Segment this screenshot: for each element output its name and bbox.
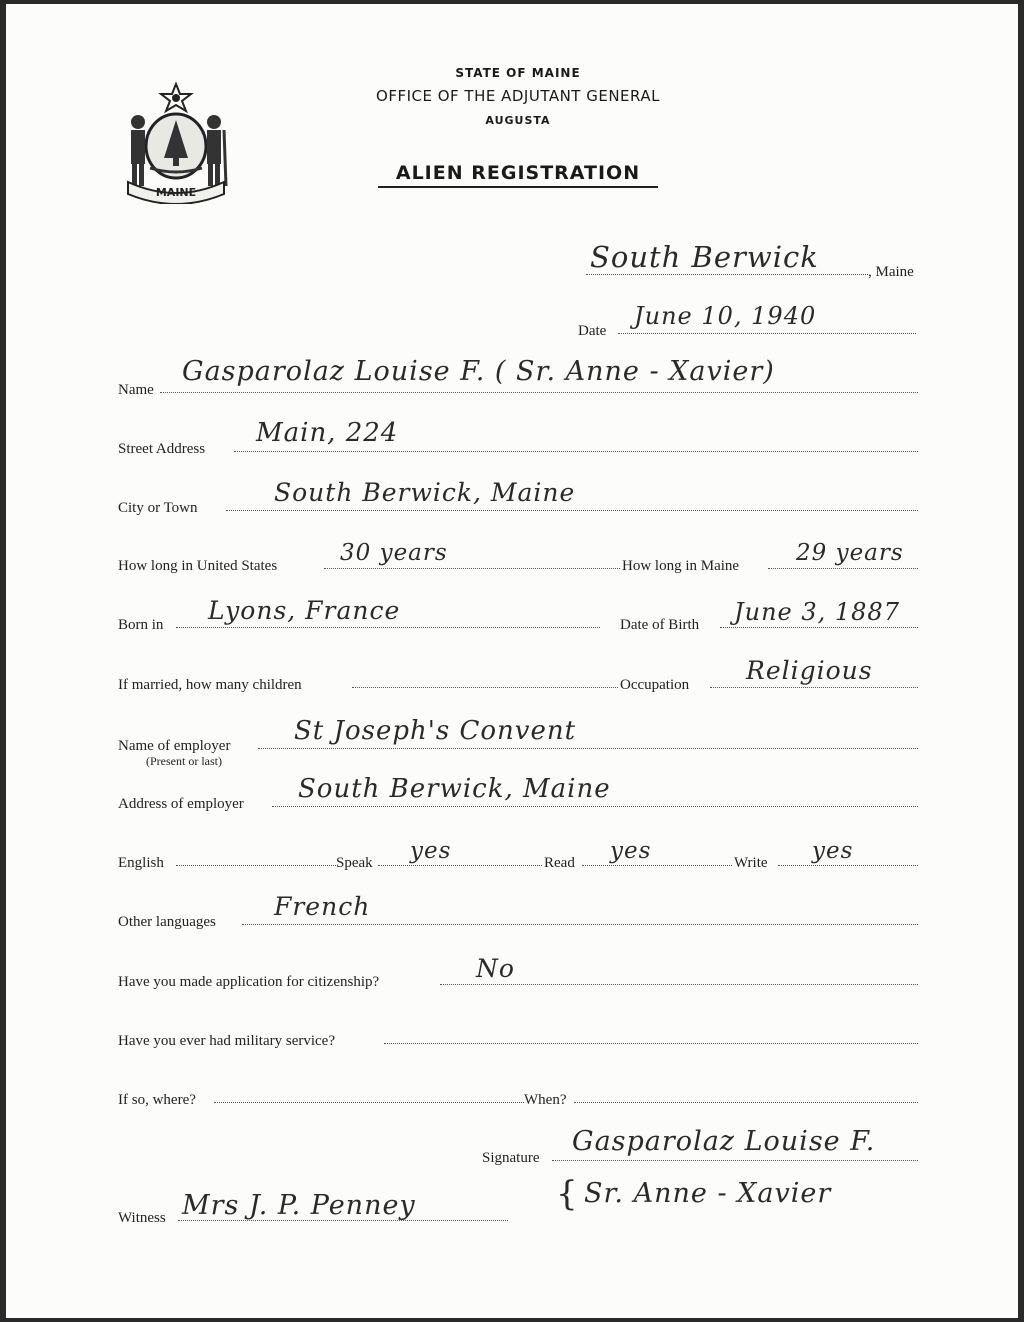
- citizenship-value: No: [476, 954, 515, 983]
- occupation-value: Religious: [746, 656, 873, 685]
- date-label: Date: [578, 323, 607, 339]
- seal-banner-text: MAINE: [155, 186, 197, 199]
- born-line: [176, 625, 600, 628]
- dob-value: June 3, 1887: [734, 598, 900, 626]
- english-label: English: [118, 855, 164, 871]
- occupation-line: [710, 685, 918, 688]
- when-label: When?: [524, 1092, 567, 1108]
- occupation-label: Occupation: [620, 677, 690, 693]
- employer-label: Name of employer: [118, 738, 231, 754]
- dob-label: Date of Birth: [620, 617, 700, 633]
- long-us-label: How long in United States: [118, 558, 278, 574]
- english-line: [176, 863, 336, 866]
- header-state: STATE OF MAINE: [455, 66, 581, 80]
- read-label: Read: [544, 855, 575, 871]
- name-value: Gasparolaz Louise F. ( Sr. Anne - Xavier): [182, 356, 775, 387]
- read-line: [582, 863, 732, 866]
- street-line: [234, 449, 918, 452]
- speak-label: Speak: [336, 855, 373, 871]
- employer-line: [258, 746, 918, 749]
- signature-label: Signature: [482, 1150, 540, 1166]
- name-label: Name: [118, 382, 154, 398]
- street-label: Street Address: [118, 441, 206, 457]
- when-line: [574, 1100, 918, 1103]
- employer-sublabel: (Present or last): [146, 754, 222, 768]
- header-office: OFFICE OF THE ADJUTANT GENERAL: [376, 87, 660, 105]
- other-lang-label: Other languages: [118, 914, 216, 930]
- state-seal-icon: [120, 80, 232, 204]
- born-value: Lyons, France: [208, 596, 401, 625]
- speak-value: yes: [410, 838, 452, 864]
- witness-value: Mrs J. P. Penney: [182, 1190, 416, 1221]
- other-lang-line: [242, 922, 918, 925]
- signature-value-2: Sr. Anne - Xavier: [584, 1178, 832, 1209]
- signature-line: [552, 1158, 918, 1161]
- write-value: yes: [812, 838, 854, 864]
- town-value: South Berwick: [590, 240, 819, 274]
- where-line: [214, 1100, 524, 1103]
- where-label: If so, where?: [118, 1092, 196, 1108]
- long-maine-value: 29 years: [796, 540, 904, 566]
- employer-addr-value: South Berwick, Maine: [298, 774, 611, 804]
- witness-label: Witness: [118, 1210, 166, 1226]
- long-us-value: 30 years: [340, 540, 448, 566]
- form-title: ALIEN REGISTRATION: [378, 162, 658, 188]
- employer-value: St Joseph's Convent: [294, 716, 577, 746]
- city-value: South Berwick, Maine: [274, 478, 576, 507]
- date-line: [618, 331, 916, 334]
- military-label: Have you ever had military service?: [118, 1033, 335, 1049]
- name-line: [160, 390, 918, 393]
- registration-form: [6, 4, 1018, 1318]
- other-lang-value: French: [274, 892, 371, 921]
- military-line: [384, 1041, 918, 1044]
- born-label: Born in: [118, 617, 164, 633]
- state-label: , Maine: [868, 264, 914, 280]
- date-value: June 10, 1940: [634, 302, 817, 330]
- street-value: Main, 224: [256, 418, 399, 448]
- signature-value-1: Gasparolaz Louise F.: [572, 1126, 876, 1157]
- long-maine-line: [768, 566, 918, 569]
- city-line: [226, 508, 918, 511]
- speak-line: [378, 863, 542, 866]
- employer-addr-line: [272, 804, 918, 807]
- header-city: AUGUSTA: [485, 114, 551, 127]
- children-label: If married, how many children: [118, 677, 302, 693]
- long-us-line: [324, 566, 620, 569]
- signature-brace: {: [556, 1174, 579, 1214]
- read-value: yes: [610, 838, 652, 864]
- long-maine-label: How long in Maine: [622, 558, 740, 574]
- citizenship-label: Have you made application for citizenship?: [118, 974, 380, 990]
- employer-addr-label: Address of employer: [118, 796, 244, 812]
- children-line: [352, 685, 618, 688]
- city-label: City or Town: [118, 500, 198, 516]
- write-label: Write: [734, 855, 768, 871]
